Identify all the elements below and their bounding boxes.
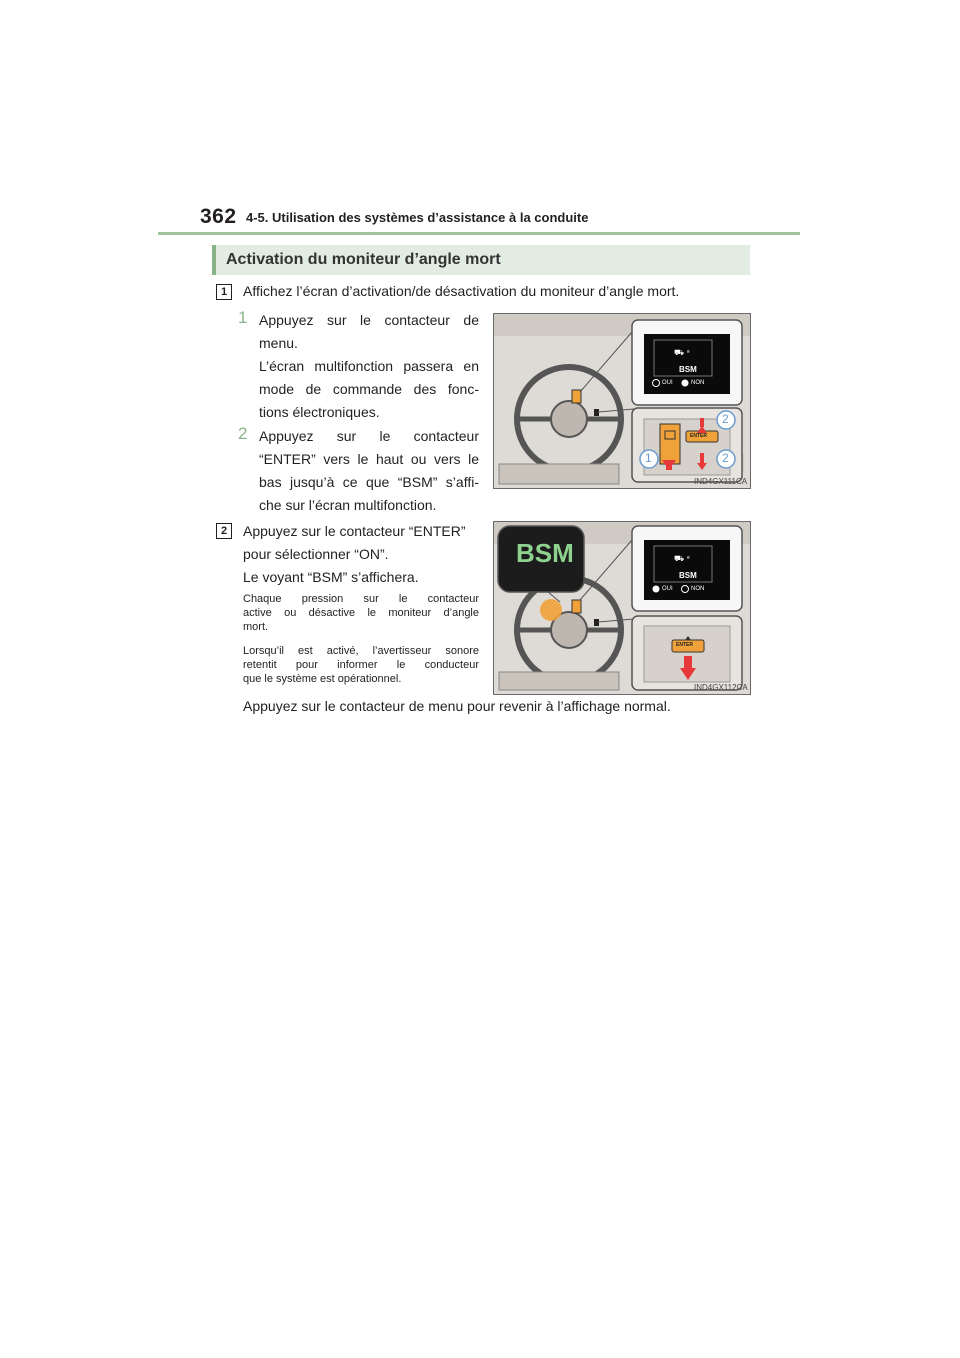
figure1-callout-2-bottom: 2 — [722, 451, 729, 465]
figure2-oui: OUI — [662, 586, 673, 592]
step2-line: Appuyez sur le contacteur “ENTER” — [243, 523, 466, 539]
figure-bsm-indicator — [493, 521, 751, 695]
sub-step-marker-1: 1 — [238, 308, 248, 327]
sub2-line: Appuyez sur le contacteur — [259, 428, 479, 444]
sub1-line: menu. — [259, 335, 298, 351]
note2-line: retentit pour informer le conducteur — [243, 659, 479, 671]
sub1-line: mode de commande des fonc- — [259, 381, 479, 397]
figure2-screen-bsm: BSM — [679, 571, 697, 580]
note1-line: mort. — [243, 621, 269, 633]
sub1-line: tions électroniques. — [259, 404, 380, 420]
page-number: 362 — [200, 205, 237, 228]
step-marker-2: 2 — [216, 523, 232, 539]
figure-menu-enter-switches — [493, 313, 751, 489]
step2-final-text: Appuyez sur le contacteur de menu pour revenir à l’affichage normal. — [243, 698, 671, 714]
figure2-code: IND4GX112CA — [694, 683, 748, 692]
figure2-non: NON — [691, 586, 705, 592]
sub-step-marker-2: 2 — [238, 424, 248, 443]
figure1-enter-label: ENTER — [690, 433, 707, 439]
figure1-callout-2-top: 2 — [722, 412, 729, 426]
figure2-bsm-indicator-label: BSM — [516, 538, 574, 568]
step2-note-2 — [243, 644, 479, 686]
step1-text: Affichez l’écran d’activation/de désactivation du moniteur d’angle mort. — [243, 283, 680, 299]
figure1-non: NON — [691, 380, 705, 386]
sub1-line: Appuyez sur le contacteur de — [259, 312, 479, 328]
figure1-screen-bsm: BSM — [679, 365, 697, 374]
sub-step-2-text — [259, 425, 479, 517]
note1-line: active ou désactive le moniteur d’angle — [243, 607, 479, 619]
figure2-enter-label: ENTER — [676, 642, 693, 648]
step2-line: pour sélectionner “ON”. — [243, 546, 389, 562]
sub2-line: “ENTER” vers le haut ou vers le — [259, 451, 479, 467]
note2-line: que le système est opérationnel. — [243, 673, 402, 685]
sub1-line: L’écran multifonction passera en — [259, 358, 479, 374]
step-marker-1: 1 — [216, 284, 232, 300]
header-rule — [158, 232, 800, 235]
step2-text — [243, 520, 466, 589]
bsm-car-icon: ⛟ ᵃ — [674, 554, 690, 563]
running-head: 4-5. Utilisation des systèmes d’assistance à la conduite — [246, 210, 589, 225]
sub2-line: bas jusqu’à ce que “BSM” s’affi- — [259, 474, 479, 490]
step2-line: Le voyant “BSM” s’affichera. — [243, 569, 419, 585]
figure1-oui: OUI — [662, 380, 673, 386]
figure1-callout-1: 1 — [645, 451, 652, 465]
figure1-code: IND4GX111CA — [694, 477, 748, 486]
sub-step-1-text — [259, 309, 479, 424]
note2-line: Lorsqu’il est activé, l’avertisseur sonore — [243, 645, 479, 657]
note1-line: Chaque pression sur le contacteur — [243, 593, 479, 605]
sub2-line: che sur l’écran multifonction. — [259, 497, 437, 513]
figure-illustration — [494, 314, 750, 488]
step2-note-1 — [243, 592, 479, 634]
bsm-car-icon: ⛟ ᵃ — [674, 348, 690, 357]
section-title: Activation du moniteur d’angle mort — [226, 251, 501, 268]
